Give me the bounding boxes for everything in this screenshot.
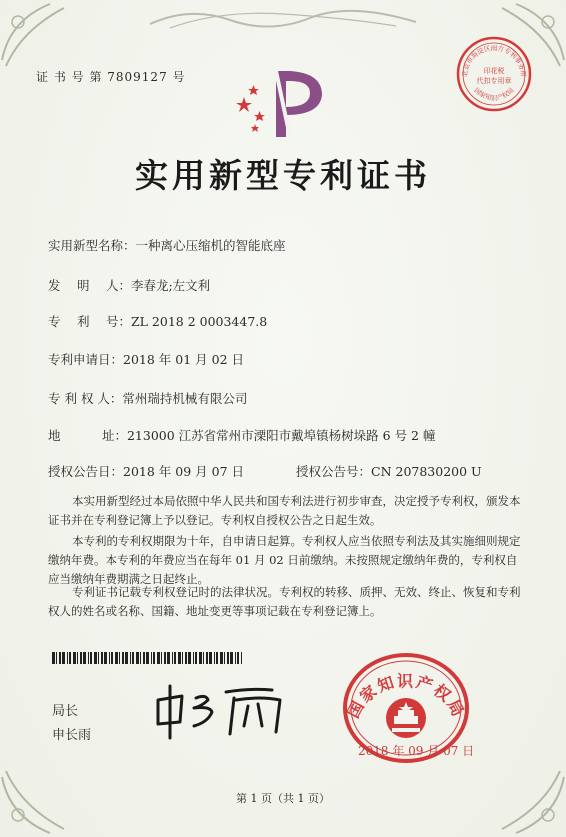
field-label: 授权公告号： [296,464,372,479]
barcode-bar [151,652,152,664]
barcode-bar [90,652,92,664]
field-label: 专利申请日： [48,352,124,367]
field-filing-date [48,350,244,368]
barcode-bar [94,652,97,664]
field-value: ZL 2018 2 0003447.8 [130,314,268,329]
small-seal-center-2: 代扣专用章 [476,77,512,85]
barcode-bar [195,652,197,664]
barcode-bar [143,652,145,664]
field-value: CN 207830200 U [371,464,482,479]
barcode-bar [67,652,68,664]
certificate-number: 证 书 号 第 7809127 号 [36,70,186,84]
document-title: 实用新型专利证书 [135,156,431,195]
barcode-bar [216,652,218,664]
barcode-bar [125,652,128,664]
barcode-bar [73,652,76,664]
national-emblem-icon [386,698,426,738]
small-seal-bottom-text: 国家知识产权局 [472,86,516,102]
barcode-bar [241,652,242,664]
barcode-bar [56,652,57,664]
barcode-bar [111,652,113,664]
field-value: 常州瑞持机械有限公司 [122,391,248,406]
barcode-bar [104,652,107,664]
barcode-bar [101,652,103,664]
barcode-bar [115,652,118,664]
small-seal-center-1: 印花税 [483,67,505,75]
barcode-bar [237,652,239,664]
barcode-bar [199,652,202,664]
barcode-bar [157,652,160,664]
barcode-bar [220,652,223,664]
body-paragraph: 本实用新型经过本局依照中华人民共和国专利法进行初步审查，决定授予专利权，颁发本证书并在专利登记簿上予以登记。专利权自授权公告之日起生效。 [48,494,521,527]
field-label: 发 明 人： [48,278,131,293]
barcode-bar [174,652,176,664]
field-label: 实用新型名称： [48,238,136,253]
field-value: 2018 年 09 月 07 日 [123,464,245,479]
field-label: 专 利 号： [48,314,131,329]
barcode-bar [83,652,86,664]
small-seal-ring-text: 北京市海淀区雨方专利事务所 [460,44,528,78]
officer-title: 局长 [52,704,79,719]
barcode-icon [52,652,242,664]
barcode-bar [161,652,162,664]
signature-icon [150,682,300,742]
barcode-bar [119,652,120,664]
field-patent-holder [48,389,247,407]
barcode-bar [167,652,170,664]
barcode-bar [203,652,204,664]
barcode-bar [59,652,61,664]
barcode-bar [122,652,124,664]
barcode-bar [132,652,134,664]
barcode-bar [98,652,99,664]
field-label: 专 利 权 人： [48,391,123,406]
barcode-bar [52,652,55,664]
field-grant-number [296,462,482,480]
barcode-bar [235,652,236,664]
barcode-bar [188,652,191,664]
barcode-bar [136,652,139,664]
barcode-bar [140,652,141,664]
barcode-bar [146,652,149,664]
barcode-bar [62,652,65,664]
barcode-bar [80,652,82,664]
top-ornament-icon [150,4,416,32]
patent-office-logo-icon [230,65,340,140]
field-grant-date [48,462,244,480]
barcode-bar [185,652,187,664]
barcode-bar [193,652,194,664]
barcode-bar [209,652,212,664]
barcode-bar [130,652,131,664]
corner-ornament-icon [0,0,70,70]
field-label: 地 址： [48,428,127,443]
barcode-bar [172,652,173,664]
field-label: 授权公告日： [48,464,124,479]
seal-ring-text: 国家知识产权局 [343,671,469,722]
body-paragraph: 本专利的专利权期限为十年，自申请日起算。专利权人应当依照专利法及其实施细则规定缴纳年费。本专利的年费应当在每年 01 月 02 日前缴纳。未按照规定缴纳年费的，专利权自应当缴纳年费期满之日起终止。 [48,534,521,586]
barcode-bar [178,652,181,664]
barcode-bar [153,652,155,664]
barcode-bar [88,652,89,664]
barcode-bar [109,652,110,664]
barcode-bar [224,652,225,664]
barcode-bar [230,652,233,664]
field-address [48,426,435,444]
page-number: 第 1 页（共 1 页） [236,792,330,805]
field-value: 213000 江苏省常州市溧阳市戴埠镇杨树垛路 6 号 2 幢 [126,428,436,443]
barcode-bar [77,652,78,664]
field-value: 一种离心压缩机的智能底座 [135,238,286,253]
field-value: 李春龙;左文利 [130,278,211,293]
barcode-bar [214,652,215,664]
barcode-bar [206,652,208,664]
field-value: 2018 年 01 月 02 日 [123,352,245,367]
barcode-bar [227,652,229,664]
officer-name: 申长雨 [52,728,92,743]
barcode-bar [164,652,166,664]
field-inventor [48,276,210,294]
body-paragraph: 专利证书记载专利权登记时的法律状况。专利权的转移、质押、无效、终止、恢复和专利权人的姓名或名称、国籍、地址变更等事项记载在专利登记簿上。 [48,585,521,618]
barcode-bar [182,652,183,664]
field-patent-number [48,312,267,330]
tax-seal-stamp [455,35,533,113]
field-utility-model-name [48,236,286,254]
barcode-bar [69,652,71,664]
seal-date: 2018 年 09 月 07 日 [358,744,475,758]
svg-text:国家知识产权局 [472,85,515,101]
